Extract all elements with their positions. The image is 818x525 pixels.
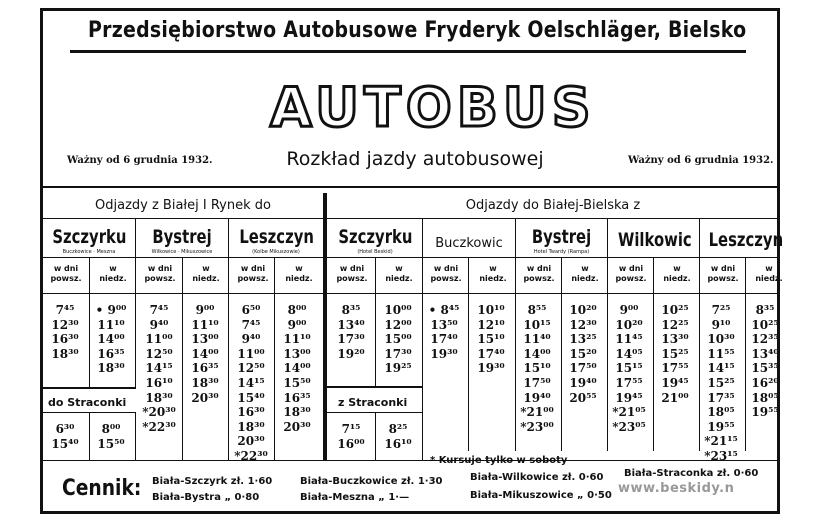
times-column bbox=[331, 303, 371, 361]
departure-time: 16³⁰ bbox=[237, 405, 265, 420]
departure-time: 11¹⁰ bbox=[283, 332, 311, 347]
grid-line bbox=[699, 219, 700, 451]
grid-line bbox=[422, 219, 423, 461]
price-item: Biała-Straconka zł. 0·60 bbox=[624, 468, 759, 479]
departure-time: • 8⁴⁵ bbox=[428, 303, 460, 317]
times-column bbox=[139, 303, 179, 434]
departure-time: 14⁰⁰ bbox=[191, 346, 219, 361]
sunday-column-header: w niedz. bbox=[99, 264, 127, 283]
departure-time: *22³⁰ bbox=[234, 448, 268, 463]
price-item: Biała-Szczyrk zł. 1·60 bbox=[152, 476, 273, 487]
departure-time: 19⁵⁵ bbox=[751, 405, 779, 420]
left-section-title: Odjazdy z Białej I Rynek do bbox=[95, 198, 271, 213]
departure-time: 20³⁰ bbox=[283, 419, 311, 434]
price-item: Biała-Buczkowice zł. 1·30 bbox=[300, 476, 443, 487]
grid-line bbox=[228, 219, 229, 461]
departure-time: 17⁴⁰ bbox=[430, 332, 458, 347]
watermark: www.beskidy.n bbox=[618, 481, 735, 496]
times-column bbox=[185, 303, 225, 405]
departure-time: 6³⁰ bbox=[55, 422, 75, 436]
stop-name-wilkowice: Wilkowic bbox=[618, 229, 692, 251]
departure-time: 9⁴⁰ bbox=[149, 317, 169, 332]
departure-time: 7⁴⁵ bbox=[149, 303, 169, 317]
departure-time: 19²⁰ bbox=[337, 346, 365, 361]
price-item: Biała-Meszna „ 1·— bbox=[300, 492, 410, 503]
departure-time: 13⁵⁰ bbox=[430, 317, 458, 332]
departure-time: 15¹⁵ bbox=[615, 361, 643, 376]
straconka-label: do Straconki bbox=[48, 396, 127, 409]
departure-time: 14⁰⁰ bbox=[97, 332, 125, 347]
grid-line bbox=[42, 257, 778, 258]
weekday-column-header: w dni powsz. bbox=[144, 264, 176, 283]
times-column bbox=[277, 303, 317, 434]
weekday-column-header: w dni powsz. bbox=[237, 264, 269, 283]
price-item: Biała-Bystra „ 0·80 bbox=[152, 492, 260, 503]
grid-line bbox=[42, 460, 778, 461]
departure-time: 15²⁰ bbox=[569, 346, 597, 361]
departure-time: 19⁴⁵ bbox=[661, 375, 689, 390]
departure-time: 10²⁵ bbox=[661, 303, 689, 317]
stop-name-bystra: Bystrej bbox=[531, 226, 592, 248]
weekday-column-header: w dni powsz. bbox=[707, 264, 739, 283]
departure-time: 10²⁵ bbox=[751, 317, 779, 332]
stop-subtitle: Hotel Twardy (Rampa) bbox=[533, 249, 590, 255]
grid-line bbox=[653, 258, 654, 451]
times-column bbox=[45, 422, 85, 451]
departure-time: 15³⁵ bbox=[751, 361, 779, 376]
departure-time: 11¹⁰ bbox=[191, 317, 219, 332]
departure-time: 19⁴⁵ bbox=[615, 390, 643, 405]
departure-time: 12⁵⁰ bbox=[145, 346, 173, 361]
departure-time: 15⁵⁰ bbox=[97, 436, 125, 451]
stop-subtitle: Wilkowice · Mikuszowice bbox=[151, 249, 213, 255]
departure-time: 13⁴⁰ bbox=[751, 346, 779, 361]
departure-time: 19³⁰ bbox=[477, 361, 505, 376]
departure-time: 13²⁵ bbox=[569, 332, 597, 347]
departure-time: 8⁰⁰ bbox=[101, 422, 121, 436]
departure-time: 13⁰⁰ bbox=[191, 332, 219, 347]
stop-name-leszczyn: Leszczyn bbox=[239, 226, 314, 248]
departure-time: 9⁰⁰ bbox=[195, 303, 215, 317]
departure-time: *22³⁰ bbox=[142, 419, 176, 434]
stop-name-bystra: Bystrej bbox=[152, 226, 212, 248]
departure-time: 21⁰⁰ bbox=[661, 390, 689, 405]
grid-line bbox=[274, 258, 275, 460]
departure-time: 9¹⁰ bbox=[711, 317, 731, 332]
weekday-column-header: w dni powsz. bbox=[50, 264, 82, 283]
poster-title: AUTOBUS bbox=[270, 76, 596, 139]
grid-line bbox=[375, 413, 376, 460]
price-list-label: Cennik: bbox=[62, 476, 142, 501]
departure-time: 16³⁰ bbox=[51, 332, 79, 347]
departure-time: 19³⁰ bbox=[430, 346, 458, 361]
departure-time: 16¹⁰ bbox=[384, 436, 412, 451]
departure-time: 12²⁵ bbox=[661, 317, 689, 332]
departure-time: *20³⁰ bbox=[142, 405, 176, 420]
departure-time: 15¹⁰ bbox=[477, 332, 505, 347]
departure-time: 11⁴⁵ bbox=[615, 332, 643, 347]
departure-time: 15⁵⁰ bbox=[283, 375, 311, 390]
valid-date-left: Ważny od 6 grudnia 1932. bbox=[67, 155, 213, 166]
stop-name-szczyrk: Szczyrku bbox=[52, 226, 127, 248]
departure-time: 11⁰⁰ bbox=[145, 332, 173, 347]
departure-time: • 9⁰⁰ bbox=[95, 303, 127, 317]
weekday-column-header: w dni powsz. bbox=[523, 264, 555, 283]
departure-time: 19²⁵ bbox=[384, 361, 412, 376]
departure-time: 6⁵⁰ bbox=[241, 303, 261, 317]
departure-time: 17⁵⁵ bbox=[661, 361, 689, 376]
departure-time: 18³⁰ bbox=[51, 346, 79, 361]
header-rule bbox=[70, 50, 746, 53]
departure-time: 7²⁵ bbox=[711, 303, 731, 317]
departure-time: 14¹⁵ bbox=[707, 361, 735, 376]
departure-time: 15²⁵ bbox=[661, 346, 689, 361]
departure-time: 19⁴⁰ bbox=[523, 390, 551, 405]
poster-subtitle: Rozkład jazdy autobusowej bbox=[286, 148, 544, 170]
departure-time: 16³⁵ bbox=[283, 390, 311, 405]
sunday-column-header: w niedz. bbox=[385, 264, 413, 283]
departure-time: 8³⁵ bbox=[755, 303, 775, 317]
grid-line bbox=[327, 412, 423, 413]
departure-time: 12³⁰ bbox=[51, 317, 79, 332]
times-column bbox=[563, 303, 603, 405]
weekday-column-header: w dni powsz. bbox=[615, 264, 647, 283]
departure-time: 14¹⁵ bbox=[237, 375, 265, 390]
departure-time: 13⁰⁰ bbox=[283, 346, 311, 361]
grid-line bbox=[42, 293, 778, 294]
grid-line bbox=[42, 218, 778, 219]
departure-time: 12³⁰ bbox=[569, 317, 597, 332]
times-column bbox=[701, 303, 741, 464]
departure-time: 12⁵⁰ bbox=[237, 361, 265, 376]
sunday-column-header: w niedz. bbox=[571, 264, 599, 283]
times-column bbox=[424, 303, 464, 361]
sunday-column-header: w niedz. bbox=[479, 264, 507, 283]
departure-time: 9⁰⁰ bbox=[619, 303, 639, 317]
departure-time: 8³⁵ bbox=[341, 303, 361, 317]
times-column bbox=[655, 303, 695, 405]
times-column bbox=[517, 303, 557, 434]
price-item: Biała-Mikuszowice „ 0·50 bbox=[470, 490, 612, 501]
valid-date-right: Ważny od 6 grudnia 1932. bbox=[628, 155, 774, 166]
departure-time: 11⁴⁰ bbox=[523, 332, 551, 347]
departure-time: *23⁰⁵ bbox=[612, 419, 646, 434]
right-section-title: Odjazdy do Białej-Bielska z bbox=[465, 198, 641, 213]
departure-time: 17⁵⁵ bbox=[615, 375, 643, 390]
departure-time: 12⁰⁰ bbox=[384, 317, 412, 332]
stop-subtitle: (Kolbe Mikuszowie) bbox=[252, 249, 300, 255]
departure-time: 8⁵⁵ bbox=[527, 303, 547, 317]
departure-time: 19⁴⁰ bbox=[569, 375, 597, 390]
departure-time: 17³⁵ bbox=[707, 390, 735, 405]
departure-time: 18⁰⁵ bbox=[751, 390, 779, 405]
times-column bbox=[91, 422, 131, 451]
departure-time: 16¹⁰ bbox=[145, 375, 173, 390]
section-divider bbox=[323, 193, 327, 461]
stop-name-leszczyn: Leszczyn bbox=[708, 229, 784, 251]
departure-time: 14¹⁵ bbox=[145, 361, 173, 376]
departure-time: 18³⁰ bbox=[237, 419, 265, 434]
departure-time: 17³⁰ bbox=[384, 346, 412, 361]
stop-subtitle: Buczkowice · Meszna bbox=[62, 249, 116, 255]
departure-time: *21⁰⁵ bbox=[612, 405, 646, 420]
weekday-column-header: w dni powsz. bbox=[336, 264, 368, 283]
departure-time: 17⁴⁰ bbox=[477, 346, 505, 361]
departure-time: 10²⁰ bbox=[615, 317, 643, 332]
departure-time: 17⁵⁰ bbox=[523, 375, 551, 390]
departure-time: *23⁰⁰ bbox=[520, 419, 554, 434]
grid-line bbox=[135, 413, 136, 460]
departure-time: 18³⁰ bbox=[145, 390, 173, 405]
departure-time: 15¹⁰ bbox=[523, 361, 551, 376]
departure-time: 17³⁰ bbox=[337, 332, 365, 347]
departure-time: *21¹⁵ bbox=[704, 434, 738, 449]
departure-time: 18⁰⁵ bbox=[707, 405, 735, 420]
departure-time: 7¹⁵ bbox=[341, 422, 361, 436]
departure-time: 18³⁰ bbox=[191, 375, 219, 390]
departure-time: 11¹⁰ bbox=[97, 317, 125, 332]
stop-subtitle: (Hotel Beskid) bbox=[357, 249, 393, 255]
departure-time: 11⁵⁵ bbox=[707, 346, 735, 361]
departure-time: 18³⁰ bbox=[97, 361, 125, 376]
price-item: Biała-Wilkowice zł. 0·60 bbox=[470, 472, 604, 483]
sunday-column-header: w niedz. bbox=[192, 264, 220, 283]
departure-time: 16³⁵ bbox=[191, 361, 219, 376]
departure-time: *21⁰⁰ bbox=[520, 405, 554, 420]
departure-time: 20³⁰ bbox=[237, 434, 265, 449]
times-column bbox=[231, 303, 271, 464]
departure-time: 14⁰⁵ bbox=[615, 346, 643, 361]
departure-time: 18³⁰ bbox=[283, 405, 311, 420]
stop-name-buczkowice: Buczkowic bbox=[435, 236, 503, 251]
departure-time: 16⁰⁰ bbox=[337, 436, 365, 451]
weekday-column-header: w dni powsz. bbox=[430, 264, 462, 283]
departure-time: 12³⁵ bbox=[751, 332, 779, 347]
times-column bbox=[745, 303, 785, 420]
departure-time: 7⁴⁵ bbox=[55, 303, 75, 317]
departure-time: 10¹⁵ bbox=[523, 317, 551, 332]
grid-line bbox=[42, 387, 136, 389]
saturday-note: * Kursuje tylko w soboty bbox=[430, 455, 568, 466]
departure-time: 15⁰⁰ bbox=[384, 332, 412, 347]
sunday-column-header: w niedz. bbox=[285, 264, 313, 283]
departure-time: 10³⁰ bbox=[707, 332, 735, 347]
grid-line bbox=[561, 258, 562, 451]
times-column bbox=[609, 303, 649, 434]
grid-line bbox=[89, 413, 90, 460]
departure-time: 15²⁵ bbox=[707, 375, 735, 390]
departure-time: 14⁰⁰ bbox=[283, 361, 311, 376]
departure-time: 10⁰⁰ bbox=[384, 303, 412, 317]
departure-time: 15⁴⁰ bbox=[237, 390, 265, 405]
sunday-column-header: w niedz. bbox=[755, 264, 783, 283]
sunday-column-header: w niedz. bbox=[663, 264, 691, 283]
departure-time: 15⁴⁰ bbox=[51, 436, 79, 451]
times-column bbox=[378, 303, 418, 376]
departure-time: 17⁵⁰ bbox=[569, 361, 597, 376]
grid-line bbox=[135, 219, 136, 387]
times-column bbox=[331, 422, 371, 451]
times-column bbox=[91, 303, 131, 376]
departure-time: *23¹⁵ bbox=[704, 448, 738, 463]
times-column bbox=[471, 303, 511, 376]
departure-time: 11⁰⁰ bbox=[237, 346, 265, 361]
departure-time: 20⁵⁵ bbox=[569, 390, 597, 405]
departure-time: 20³⁰ bbox=[191, 390, 219, 405]
times-column bbox=[378, 422, 418, 451]
departure-time: 14⁰⁰ bbox=[523, 346, 551, 361]
departure-time: 9⁴⁰ bbox=[241, 332, 261, 347]
departure-time: 10²⁰ bbox=[569, 303, 597, 317]
grid-line bbox=[468, 258, 469, 451]
grid-line bbox=[42, 412, 136, 413]
straconka-label: z Straconki bbox=[338, 396, 408, 409]
departure-time: 7⁴⁵ bbox=[241, 317, 261, 332]
departure-time: 8⁰⁰ bbox=[287, 303, 307, 317]
grid-line bbox=[182, 258, 183, 460]
grid-line bbox=[42, 186, 778, 188]
departure-time: 19⁵⁵ bbox=[707, 419, 735, 434]
departure-time: 12¹⁰ bbox=[477, 317, 505, 332]
departure-time: 16³⁵ bbox=[97, 346, 125, 361]
times-column bbox=[45, 303, 85, 361]
grid-line bbox=[327, 386, 423, 388]
departure-time: 16²⁰ bbox=[751, 375, 779, 390]
stop-name-szczyrk: Szczyrku bbox=[338, 226, 413, 248]
departure-time: 9⁰⁰ bbox=[287, 317, 307, 332]
grid-line bbox=[607, 219, 608, 451]
departure-time: 13³⁰ bbox=[661, 332, 689, 347]
company-name: Przedsiębiorstwo Autobusowe Fryderyk Oelschläger, Bielsko bbox=[88, 18, 747, 43]
departure-time: 8²⁵ bbox=[388, 422, 408, 436]
departure-time: 13⁴⁰ bbox=[337, 317, 365, 332]
departure-time: 10¹⁰ bbox=[477, 303, 505, 317]
